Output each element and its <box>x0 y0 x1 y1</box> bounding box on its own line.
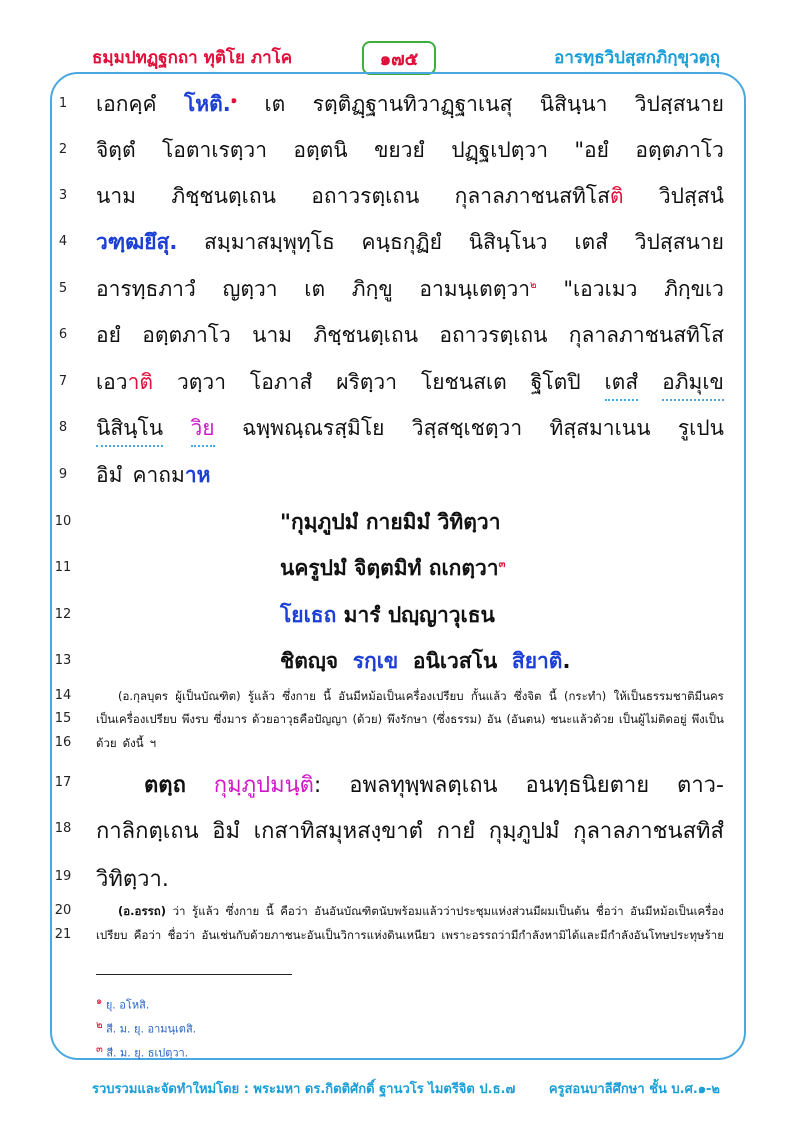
verse-line-3: โยเธถ มารํ ปญฺญาวุเธน <box>280 603 495 627</box>
word-highlight: ติ <box>609 184 624 208</box>
word: กุมฺภูปมนฺติ: <box>213 773 322 798</box>
word-highlight: วฑฺฒยึสุ. <box>96 230 178 254</box>
word: ทิสฺสมาเนน <box>549 416 651 440</box>
line-number: 10 <box>54 514 72 529</box>
word: นิสินฺโนว <box>468 230 548 254</box>
line-number: 12 <box>54 607 72 622</box>
word: กายํ <box>436 819 476 844</box>
word: วิปสฺสนาย <box>634 230 724 254</box>
footnote-divider <box>96 974 292 975</box>
word-highlight: รกฺเข <box>352 649 399 673</box>
word: เต <box>304 277 326 301</box>
word: จิตฺตํ <box>96 138 136 162</box>
word-highlight: าห <box>184 463 211 487</box>
text-line-19 <box>96 861 724 896</box>
page-number-badge: ๑๗๕ <box>362 41 436 75</box>
text-line-7 <box>96 366 724 401</box>
translation-line-2: เป็นเครื่องเปรียบ พึงรบ ซึ่งมาร ด้วยอาวุธคือปัญญา (ด้วย) พึงรักษา (ซึ่งธรรม) อัน (อันตน) ชนะแล้วด้วย เป็นผู้ไม่ติดอยู่ พึงเป็น <box>96 712 724 726</box>
line-number: 19 <box>54 869 72 884</box>
word: เอวาติ <box>96 370 154 394</box>
word: นาม <box>252 323 293 347</box>
word: เกสาทิสมุหสงฺขาตํ <box>253 819 423 844</box>
footnote-3: $^๓$ สี. ม. ยุ. ธเปตฺวา. <box>96 1044 189 1060</box>
word: ฐิโตปิ <box>530 370 581 394</box>
word: นิสินฺนา <box>539 92 608 116</box>
word: ขยวยํ <box>374 138 425 162</box>
header-right-title: อารทฺธวิปสฺสกภิกฺขุวตฺถุ <box>554 48 720 68</box>
word: สมฺมาสมฺพุทฺโธ <box>204 230 335 254</box>
header-left-title: ธมฺมปทฏฺฐกถา ทุติโย ภาโค <box>92 48 293 68</box>
word: ตาว- <box>677 773 724 798</box>
word-highlight: าติ <box>127 370 154 394</box>
text-line-18 <box>96 813 724 848</box>
word: นาม <box>96 184 136 208</box>
word: ภิชฺชนตฺเถน <box>313 323 419 347</box>
line-number: 8 <box>58 420 68 435</box>
verse-line-1: "กุมฺภูปมํ กายมิมํ วิทิตฺวา <box>280 510 501 534</box>
word: ภิกฺขู <box>351 277 393 301</box>
word: อถาวรตฺเถน <box>439 323 548 347</box>
line-number: 14 <box>54 688 72 703</box>
word: วิทิตฺวา. <box>96 867 169 892</box>
word: ภิชฺชนตฺเถน <box>171 184 276 208</box>
word: ตตฺถ <box>144 773 186 798</box>
word: อิมํ <box>96 463 123 487</box>
word: ผริตฺวา <box>336 370 398 394</box>
footnote-ref: ๒ <box>530 280 537 291</box>
line-number: 1 <box>58 96 68 111</box>
word: วิสฺสชฺเชตฺวา <box>411 416 523 440</box>
line-number: 17 <box>54 775 72 790</box>
line-number: 18 <box>54 821 72 836</box>
word: "อยํ <box>574 138 609 162</box>
text-line-8 <box>96 412 724 447</box>
line-number: 21 <box>54 927 72 942</box>
text-line-9 <box>96 459 724 492</box>
word-highlight: วิย <box>191 412 215 447</box>
line-number: 11 <box>54 560 72 575</box>
text-line-1 <box>96 88 724 121</box>
line-number: 9 <box>58 467 68 482</box>
word: ฉพฺพณฺณรสฺมิโย <box>241 416 385 440</box>
line-number: 6 <box>58 327 68 342</box>
footer-course: ครูสอนบาลีศึกษา ชั้น บ.ศ.๑-๒ <box>548 1082 720 1097</box>
word: อถาวรตฺเถน <box>311 184 420 208</box>
text-line-3 <box>96 180 724 213</box>
word: กุมฺภูปมํ <box>488 819 560 844</box>
word: กุลาลภาชนสทิโสติ <box>454 184 624 208</box>
text-line-2 <box>96 134 724 167</box>
line-number: 2 <box>58 142 68 157</box>
word-highlight: กุมฺภูปมนฺติ <box>213 773 314 798</box>
word: อารทฺธภาวํ <box>96 277 196 301</box>
word: กุลาลภาชนสทิสํ <box>573 819 724 844</box>
word: วตฺวา <box>176 370 226 394</box>
word: รตฺติฏฺฐานทิวาฏฺฐาเนสุ <box>312 92 513 116</box>
line-number: 3 <box>58 188 68 203</box>
word: "เอวเมว <box>563 277 638 301</box>
word: อนทฺธนิยตาย <box>525 773 650 798</box>
footnote-2: $^๒$ สี. ม. ยุ. อามนฺเตสิ. <box>96 1020 197 1036</box>
word-highlight: สิยาติ <box>511 649 563 673</box>
footer-credit: รวบรวมและจัดทำใหม่โดย : พระมหา ดร.กิตติศักดิ์ ฐานวโร ไมตรีจิต ป.ธ.๗ <box>92 1082 516 1097</box>
translation-line-4: (อ.อรรถ) ว่า รู้แล้ว ซึ่งกาย นี้ คือว่า อันอันบัณฑิตนับพร้อมแล้วว่าประชุมแห่งส่วนมีผมเป็นต้น ชื่อว่า อันมีหม้อเป็นเครื่อง <box>118 904 724 918</box>
translation-line-3: ด้วย ดังนี้ ฯ <box>96 736 157 750</box>
footnote-1: $^๑$ ยุ. อโหสิ. <box>96 996 150 1012</box>
word-dotted: เตสํ <box>605 366 639 401</box>
footnote-ref: ๑ <box>230 95 238 106</box>
translation-line-5: เปรียบ คือว่า ชื่อว่า อันเช่นกับด้วยภาชนะอันเป็นวิการแห่งดินเหนียว เพราะอรรถว่ามีกำลังหามิได้และมีกำลังอันโทษประทุษร้าย <box>96 928 724 942</box>
word: โอภาสํ <box>249 370 313 394</box>
text-line-6 <box>96 319 724 352</box>
word: เต <box>264 92 286 116</box>
line-number: 20 <box>54 903 72 918</box>
word: กุลาลภาชนสทิโส <box>568 323 724 347</box>
word: อพลทุพฺพลตฺเถน <box>349 773 498 798</box>
line-number: 5 <box>58 281 68 296</box>
word: เตสํ <box>574 230 608 254</box>
word: เอกคฺคํ <box>96 92 157 116</box>
text-line-5 <box>96 273 724 306</box>
word: รูเปน <box>677 416 724 440</box>
word: วิปสฺสนาย <box>634 92 724 116</box>
word: โยชนสเต <box>420 370 507 394</box>
word: อามนฺเตตฺวา$^๒$ <box>419 277 537 301</box>
word: ภิกฺขเว <box>664 277 724 301</box>
word-highlight: โหติ.$^๑$ <box>183 92 238 116</box>
line-number: 16 <box>54 735 72 750</box>
verse-line-4: ชิตญฺจ รกฺเข อนิเวสโน สิยาติ. <box>280 649 571 673</box>
word: อตฺตนิ <box>293 138 348 162</box>
word: โอตาเรตฺวา <box>162 138 267 162</box>
line-number: 7 <box>58 374 68 389</box>
word: อตฺตภาโว <box>142 323 231 347</box>
word: อิมํ <box>212 819 240 844</box>
line-number: 15 <box>54 711 72 726</box>
line-number: 13 <box>54 653 72 668</box>
word: ปฏฺฐเปตฺวา <box>451 138 548 162</box>
line-number: 4 <box>58 234 68 249</box>
word-dotted: อภิมุเข <box>662 366 724 401</box>
word: คนฺธกุฏิยํ <box>361 230 442 254</box>
verse-line-2: นครูปมํ จิตฺตมิทํ ถเกตฺวา$^๓$ <box>280 556 506 580</box>
text-line-17 <box>96 767 724 802</box>
footnote-ref: ๓ <box>498 559 506 570</box>
word: อยํ <box>96 323 121 347</box>
word: ญตฺวา <box>222 277 278 301</box>
word-dotted: นิสินฺโน <box>96 412 163 447</box>
word: อตฺตภาโว <box>635 138 724 162</box>
word-highlight: โยเธถ <box>280 603 337 627</box>
translation-line-1: (อ.กุลบุตร ผู้เป็นบัณฑิต) รู้แล้ว ซึ่งกาย นี้ อันมีหม้อเป็นเครื่องเปรียบ กั้นแล้ว ซึ่งจิต นี้ (กระทำ) ให้เป็นธรรมชาติมีนคร <box>118 689 724 703</box>
word: วิปสฺสนํ <box>658 184 724 208</box>
word: คาถมาห <box>132 463 211 487</box>
text-line-4 <box>96 226 724 259</box>
word: กาลิกตฺเถน <box>96 819 199 844</box>
